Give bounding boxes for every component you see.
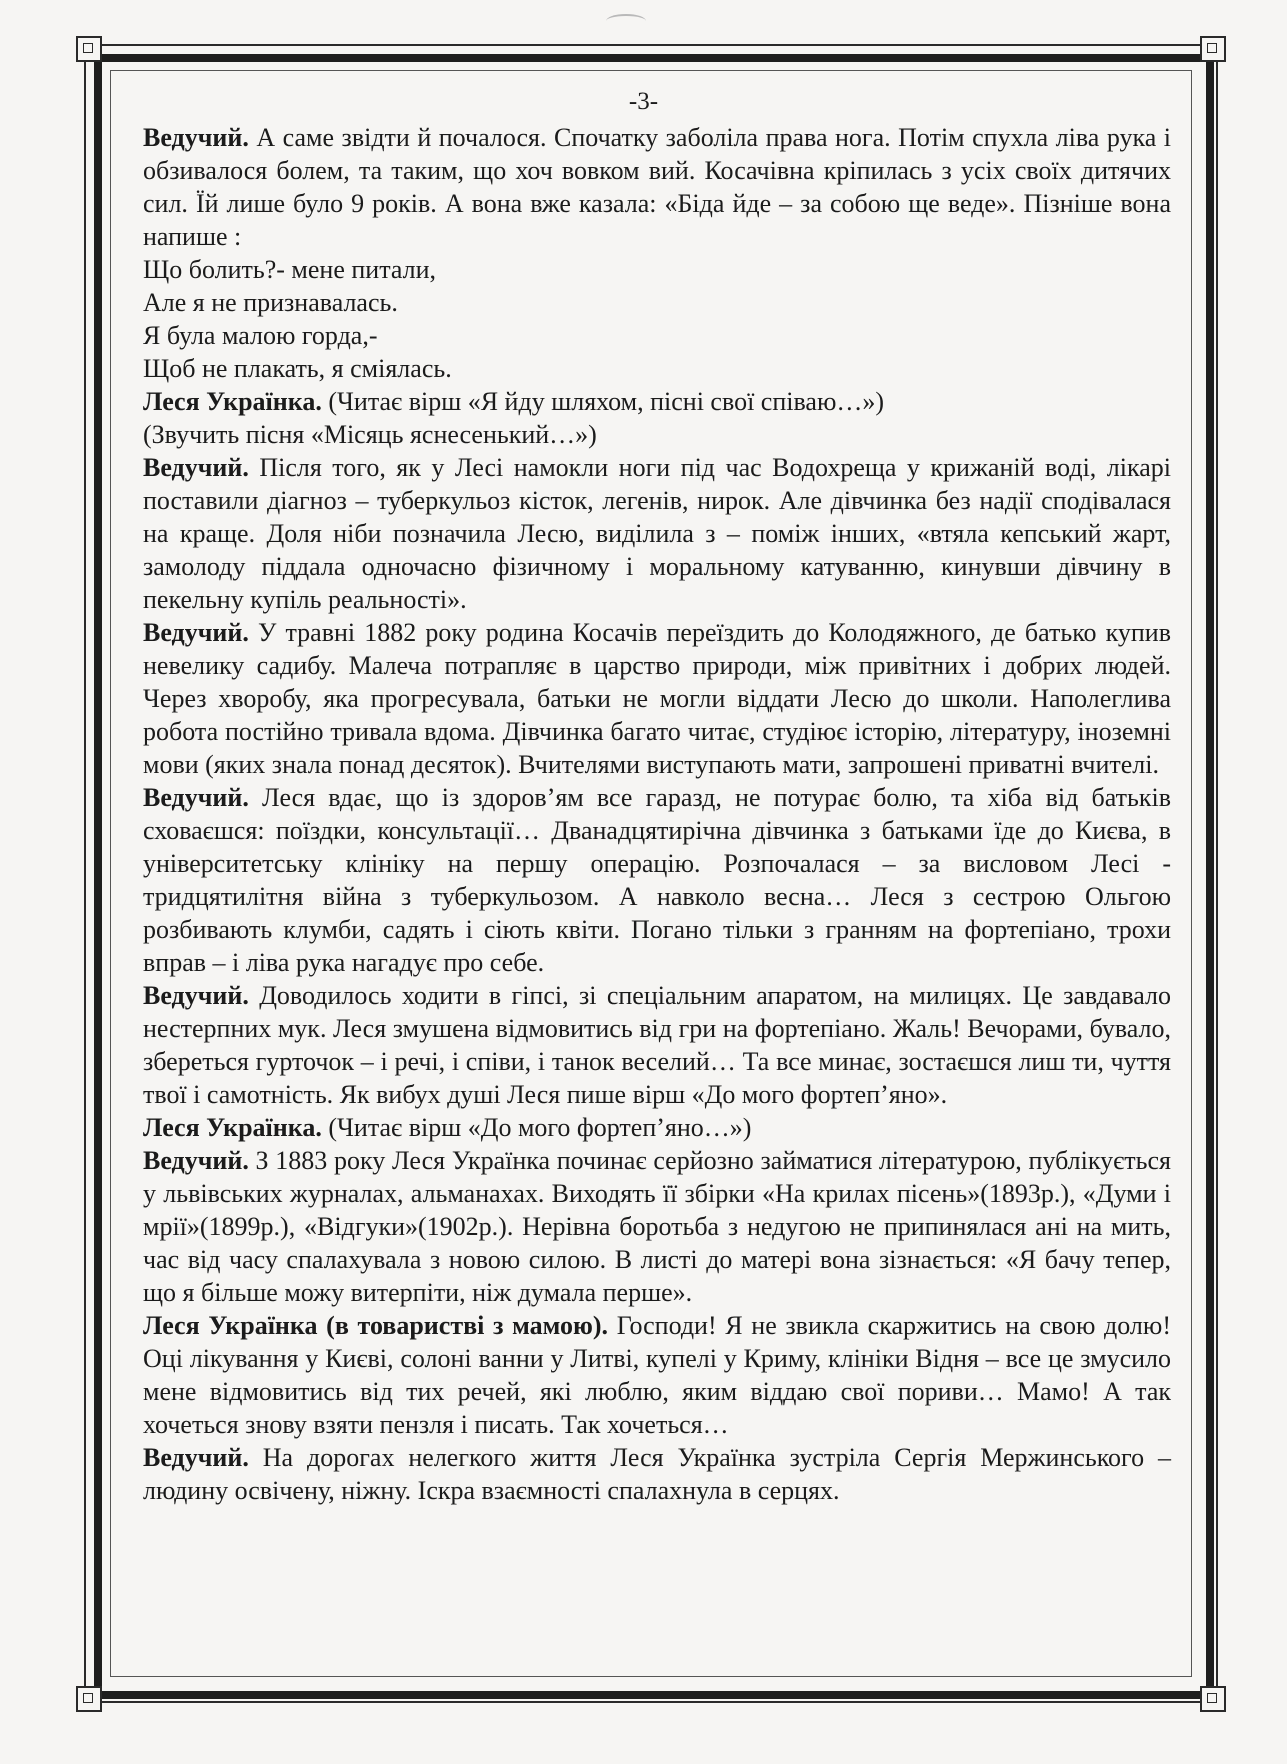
speaker-label: Ведучий. [143,123,249,152]
paragraph-text: У травні 1882 року родина Косачів переїздить до Колодяжного, де батько купив невелику садибу. Малеча потрапляє в царство природи, між привітних і добрих людей. Через хворобу, яка прогресувала, батьки не могли віддати Лесю до школи. Наполеглива робота постійно тривала вдома. Дівчинка багато читає, студіює історію, літературу, іноземні мови (яких знала понад десяток). Вчителями виступають мати, запрошені приватні вчителі. [143,618,1171,779]
verse-line [143,286,1171,319]
verse-text: Щоб не плакать, я сміялась. [143,354,452,383]
speaker-label: Ведучий. [143,1146,249,1175]
paragraph [143,1111,1171,1144]
verse-line [143,253,1171,286]
verse-text: Я була малою горда,- [143,321,378,350]
paragraph-text: На дорогах нелегкого життя Леся Українка зустріла Сергія Мержинського – людину освічену, ніжну. Іскра взаємності спалахнула в серцях. [143,1443,1171,1505]
document-body [143,121,1171,1507]
speaker-label: Ведучий. [143,618,249,647]
paragraph-text: (Читає вірш «До мого фортеп’яно…») [321,1113,752,1142]
speaker-label: Ведучий. [143,981,249,1010]
verse-text: Але я не признавалась. [143,288,398,317]
paragraph [143,979,1171,1111]
paragraph [143,451,1171,616]
page-number: -3- [628,88,659,115]
paragraph-text: А саме звідти й почалося. Спочатку заболіла права нога. Потім спухла ліва рука і обзивалося болем, та таким, що хоч вовком вий. Косачівна кріпилась з усіх своїх дитячих сил. Їй лише було 9 років. А вона вже казала: «Біда йде – за собою ще веде». Пізніше вона напише : [143,123,1171,251]
border-corner-ornament [1200,1686,1226,1712]
speaker-label: Ведучий. [143,783,249,812]
scan-mark [606,14,646,28]
paragraph-text: Господи! Я не звикла скаржитись на свою долю! Оці лікування у Києві, солоні ванни у Литві, купелі у Криму, клініки Відня – все це змусило мене відмовитись від тих речей, які люблю, яким віддаю свої пориви… Мамо! А так хочеться знову взяти пензля і писать. Так хочеться… [143,1311,1171,1439]
paragraph [143,1441,1171,1507]
paragraph-text: Леся вдає, що із здоров’ям все гаразд, не потурає болю, та хіба від батьків сховаєшся: поїздки, консультації… Дванадцятирічна дівчинка з батьками їде до Києва, в університетську клініку на першу операцію. Розпочалася – за висловом Лесі - тридцятилітня війна з туберкульозом. А навколо весна… Леся з сестрою Ольгою розбивають клумби, садять і сіють квіти. Погано тільки з гранням на фортепіано, трохи вправ – і ліва рука нагадує про себе. [143,783,1171,977]
paragraph-text: (Звучить пісня «Місяць яснесенький…») [143,420,597,449]
border-corner-ornament [76,36,102,62]
verse-line [143,319,1171,352]
paragraph [143,121,1171,253]
paragraph [143,1144,1171,1309]
paragraph-text: З 1883 року Леся Українка починає серйозно займатися літературою, публікується у львівських журналах, альманахах. Виходять її збірки «На крилах пісень»(1893р.), «Думи і мрії»(1899р.), «Відгуки»(1902р.). Нерівна боротьба з недугою не припинялася ані на мить, час від часу спалахувала з новою силою. В листі до матері вона зізнається: «Я бачу тепер, що я більше можу витерпіти, ніж думала перше». [143,1146,1171,1307]
speaker-label: Ведучий. [143,1443,249,1472]
stage-direction [143,418,1171,451]
paragraph-text: (Читає вірш «Я йду шляхом, пісні свої співаю…») [321,387,885,416]
border-corner-ornament [76,1686,102,1712]
border-corner-ornament [1200,36,1226,62]
paragraph-text: Доводилось ходити в гіпсі, зі спеціальним апаратом, на милицях. Це завдавало нестерпних мук. Леся змушена відмовитись від гри на фортепіано. Жаль! Вечорами, бувало, збереться гурточок – і речі, і співи, і танок веселий… Та все минає, зостаєшся лиш ти, чуття твої і самотність. Як вибух душі Леся пише вірш «До мого фортеп’яно». [143,981,1171,1109]
verse-line [143,352,1171,385]
paragraph [143,616,1171,781]
paragraph [143,385,1171,418]
verse-text: Що болить?- мене питали, [143,255,437,284]
paragraph [143,1309,1171,1441]
paragraph [143,781,1171,979]
speaker-label: Ведучий. [143,453,249,482]
speaker-label: Леся Українка (в товаристві з мамою). [143,1311,609,1340]
speaker-label: Леся Українка. [143,1113,322,1142]
paragraph-text: Після того, як у Лесі намокли ноги під час Водохреща у крижаній воді, лікарі поставили діагноз – туберкульоз кісток, легенів, нирок. Але дівчинка без надії сподівалася на краще. Доля ніби позначила Лесю, виділила з – поміж інших, «втяла кепський жарт, замолоду піддала одночасно фізичному і моральному катуванню, кинувши дівчину в пекельну купіль реальності». [143,453,1171,614]
speaker-label: Леся Українка. [143,387,322,416]
